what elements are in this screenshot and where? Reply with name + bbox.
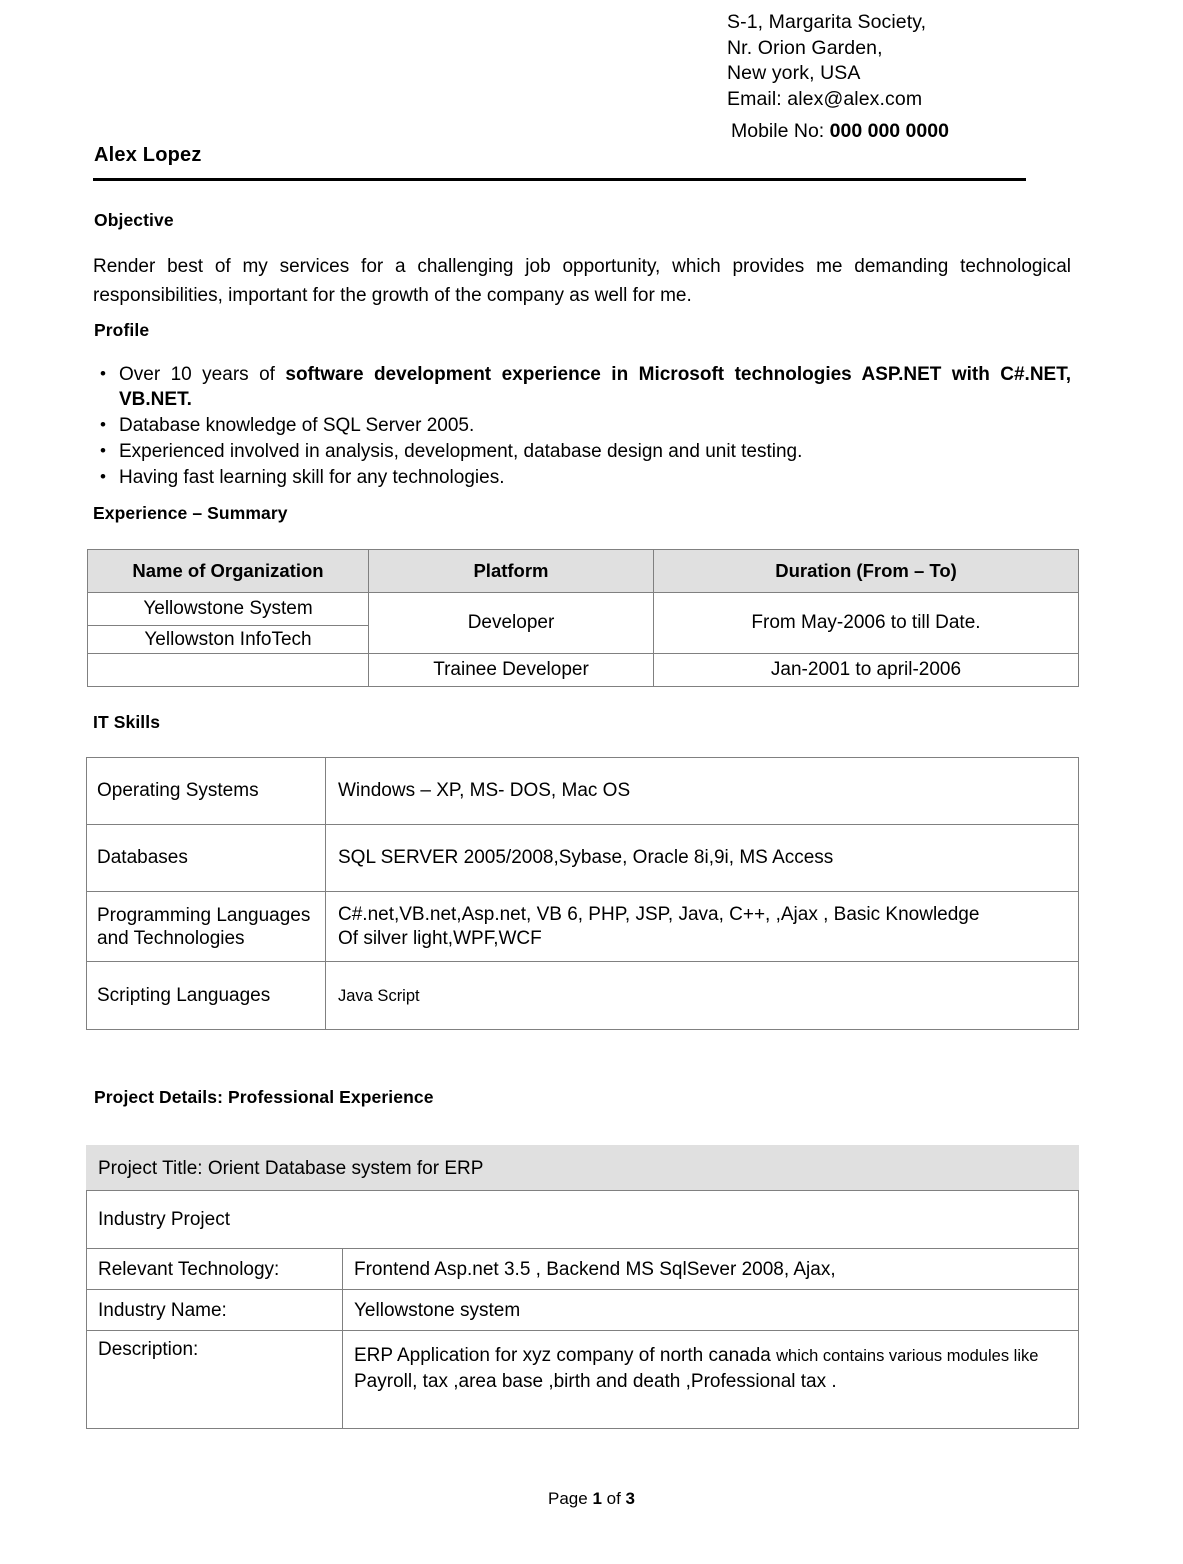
value-line-1: C#.net,VB.net,Asp.net, VB 6, PHP, JSP, Java, C++, ,Ajax , Basic Knowledge bbox=[338, 903, 980, 925]
experience-summary-table bbox=[87, 549, 1079, 687]
cell-organization: Yellowston InfoTech bbox=[88, 626, 369, 654]
objective-text: Render best of my services for a challenging job opportunity, which provides me demanding technological responsibilities, important for the growth of the company as well for me. bbox=[93, 256, 1071, 306]
mobile-label: Mobile No: bbox=[731, 120, 825, 142]
cell-project-title: Project Title: Orient Database system for ERP bbox=[87, 1146, 1079, 1191]
cell-key-industry-name: Industry Name: bbox=[87, 1290, 343, 1331]
table-header-row bbox=[88, 550, 1079, 593]
cell-key-description: Description: bbox=[87, 1331, 343, 1429]
description-lead-text: ERP Application for xyz company of north canada bbox=[354, 1345, 777, 1366]
cell-value-description bbox=[343, 1331, 1079, 1429]
cell-skill-label: Scripting Languages bbox=[87, 962, 326, 1030]
project-details-table bbox=[86, 1145, 1079, 1429]
it-skills-table bbox=[86, 757, 1079, 1030]
list-item bbox=[93, 465, 1071, 490]
cell-platform: Developer bbox=[369, 593, 654, 654]
page-footer bbox=[0, 1489, 1183, 1509]
column-header-platform: Platform bbox=[369, 550, 654, 593]
address-line-2: Nr. Orion Garden, bbox=[727, 36, 883, 59]
table-row bbox=[87, 1249, 1079, 1290]
table-row bbox=[87, 892, 1079, 962]
address-line-3: New york, USA bbox=[727, 62, 861, 84]
value-line-2: Of silver light,WPF,WCF bbox=[338, 927, 542, 949]
table-row bbox=[87, 1331, 1079, 1429]
table-row bbox=[87, 962, 1079, 1030]
table-row bbox=[87, 825, 1079, 892]
bullet-text-bold: software development experience in Microsoft technologies ASP.NET with C#.NET, VB.NET. bbox=[119, 364, 1071, 410]
cell-skill-value: Windows – XP, MS- DOS, Mac OS bbox=[326, 758, 1079, 825]
objective-paragraph bbox=[93, 252, 1071, 310]
cell-skill-label bbox=[87, 892, 326, 962]
cell-industry-project: Industry Project bbox=[87, 1191, 1079, 1249]
cell-organization: Yellowstone System bbox=[88, 593, 369, 626]
cell-skill-label: Operating Systems bbox=[87, 758, 326, 825]
section-heading-it-skills: IT Skills bbox=[93, 712, 161, 732]
section-heading-profile: Profile bbox=[94, 320, 150, 340]
cell-skill-value bbox=[326, 892, 1079, 962]
description-tail-text: which contains various modules like bbox=[776, 1347, 1039, 1365]
profile-bullet-list bbox=[93, 362, 1071, 491]
list-item bbox=[93, 439, 1071, 464]
cell-skill-value: SQL SERVER 2005/2008,Sybase, Oracle 8i,9i, MS Access bbox=[326, 825, 1079, 892]
bullet-text-plain: Database knowledge of SQL Server 2005. bbox=[119, 415, 475, 436]
section-heading-experience-summary: Experience – Summary bbox=[93, 503, 288, 523]
page-title: Alex Lopez bbox=[94, 144, 202, 166]
email-line: Email: alex@alex.com bbox=[727, 87, 923, 110]
table-row bbox=[88, 654, 1079, 687]
mobile-number-line bbox=[731, 120, 949, 143]
bullet-text-plain: Over 10 years of bbox=[119, 364, 286, 385]
section-heading-project-details: Project Details: Professional Experience bbox=[94, 1087, 434, 1107]
mobile-number-value: 000 000 0000 bbox=[829, 120, 949, 142]
column-header-organization: Name of Organization bbox=[88, 550, 369, 593]
cell-duration: Jan-2001 to april-2006 bbox=[654, 654, 1079, 687]
section-heading-objective: Objective bbox=[94, 210, 174, 230]
footer-prefix: Page bbox=[548, 1489, 593, 1508]
table-row bbox=[87, 1191, 1079, 1249]
table-row bbox=[87, 758, 1079, 825]
cell-value-industry-name: Yellowstone system bbox=[343, 1290, 1079, 1331]
list-item bbox=[93, 362, 1071, 412]
table-row bbox=[88, 593, 1079, 626]
label-line-1: Programming Languages bbox=[97, 904, 311, 926]
bullet-text-plain: Experienced involved in analysis, development, database design and unit testing. bbox=[119, 441, 803, 462]
footer-middle: of bbox=[601, 1489, 626, 1508]
table-row bbox=[87, 1146, 1079, 1191]
cell-value-relevant-technology: Frontend Asp.net 3.5 , Backend MS SqlSever 2008, Ajax, bbox=[343, 1249, 1079, 1290]
address-line-1: S-1, Margarita Society, bbox=[727, 11, 927, 33]
column-header-duration: Duration (From – To) bbox=[654, 550, 1079, 593]
cell-duration: From May-2006 to till Date. bbox=[654, 593, 1079, 654]
footer-total-pages: 3 bbox=[625, 1489, 635, 1508]
cell-skill-label: Databases bbox=[87, 825, 326, 892]
header-divider bbox=[93, 178, 1026, 181]
bullet-text-plain: Having fast learning skill for any technologies. bbox=[119, 467, 505, 488]
description-second-line: Payroll, tax ,area base ,birth and death ,Professional tax . bbox=[354, 1371, 837, 1392]
cell-key-relevant-technology: Relevant Technology: bbox=[87, 1249, 343, 1290]
label-line-2: and Technologies bbox=[97, 927, 245, 949]
contact-address-block bbox=[727, 10, 926, 112]
list-item bbox=[93, 413, 1071, 438]
cell-platform: Trainee Developer bbox=[369, 654, 654, 687]
cell-organization-spacer bbox=[88, 654, 369, 687]
footer-page-number: 1 bbox=[592, 1489, 602, 1508]
cell-skill-value: Java Script bbox=[326, 962, 1079, 1030]
table-row bbox=[87, 1290, 1079, 1331]
